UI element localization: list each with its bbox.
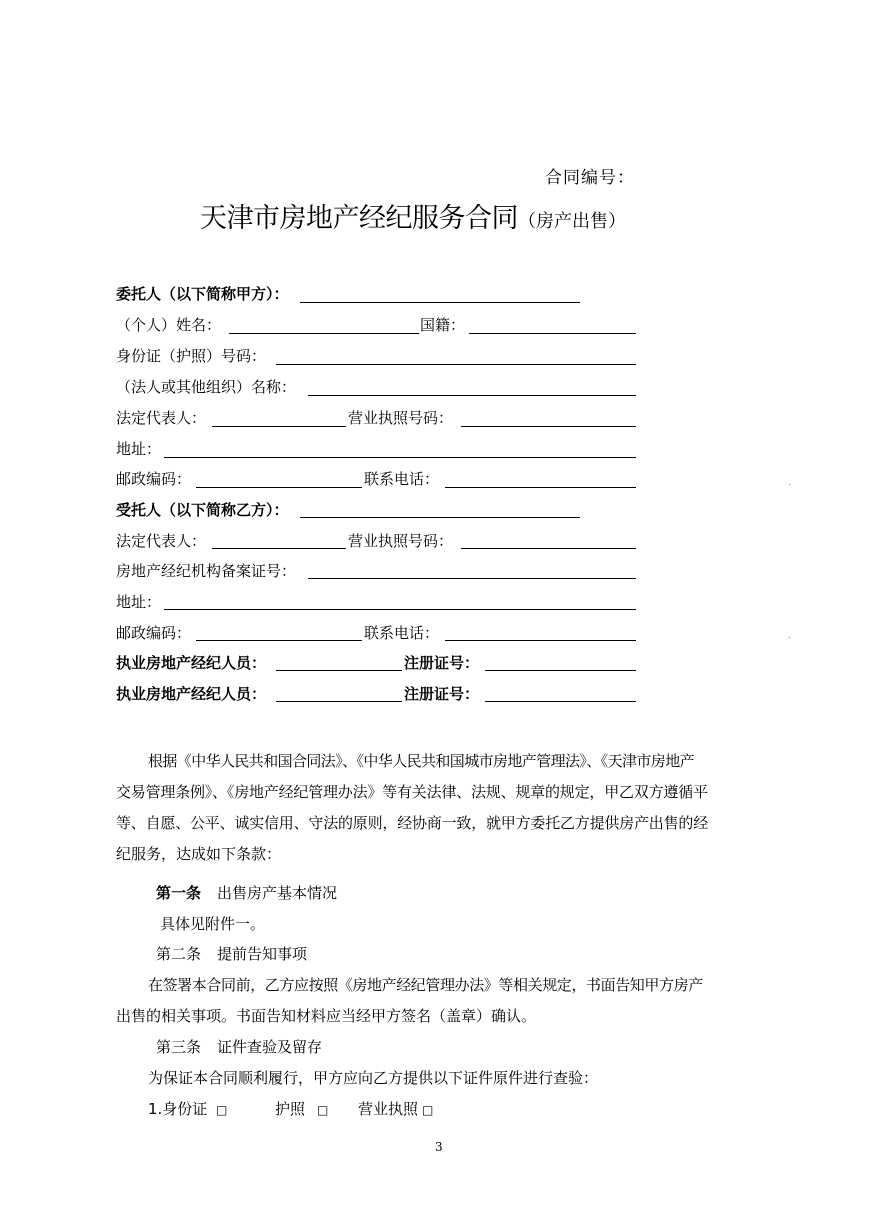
party-b-license-field[interactable] [461,548,636,549]
intro-line-4: 纪服务，达成如下条款： [116,845,282,863]
party-a-legal-rep-field[interactable] [212,426,346,427]
article-2-heading [156,939,307,970]
party-b-address-field[interactable] [164,609,636,610]
article-3-text: 为保证本合同顺利履行，甲方应向乙方提供以下证件原件进行查验： [148,1069,599,1087]
party-a-phone-field[interactable] [445,487,636,488]
agent-2-field[interactable] [276,701,402,702]
margin-mark [789,484,790,485]
party-b-name-field[interactable] [300,517,580,518]
intro-line-2: 交易管理条例》、《房地产经纪管理办法》等有关法律、法规、规章的规定，甲乙双方遵循平 [116,783,708,801]
party-b-phone-label: 联系电话： [364,624,440,642]
party-a-heading: 委托人（以下简称甲方）： [116,285,289,303]
title-subtitle: （房产出售） [518,211,626,232]
party-a-name-field[interactable] [300,302,580,303]
license-label: 营业执照 [358,1100,419,1118]
article-1-title: 出售房产基本情况 [217,884,338,902]
article-2-line-1: 在签署本合同前，乙方应按照《房地产经纪管理办法》等相关规定，书面告知甲方房产 [148,976,703,994]
article-1-text: 具体见附件一。 [160,915,266,933]
party-b-license-label: 营业执照号码： [348,532,454,550]
party-b-address-label: 地址： [116,593,162,611]
party-a-license-field[interactable] [461,426,636,427]
party-a-address-field[interactable] [164,457,636,458]
agent-1-reg-label: 注册证号： [404,654,480,672]
party-b-postcode-label: 邮政编码： [116,624,192,642]
id-card-label: 1.身份证 [148,1100,208,1118]
party-b-legal-rep-field[interactable] [212,548,346,549]
agency-record-label: 房地产经纪机构备案证号： [116,562,297,580]
party-b-postcode-field[interactable] [196,640,362,641]
article-3-title: 证件查验及留存 [217,1038,323,1056]
id-number-label: 身份证（护照）号码： [116,347,267,365]
nationality-field[interactable] [469,333,636,334]
party-a-phone-label: 联系电话： [364,470,440,488]
id-card-checkbox[interactable]: □ [216,1103,228,1117]
document-title [200,196,626,235]
agent-1-label: 执业房地产经纪人员： [116,654,267,672]
party-b-phone-field[interactable] [445,640,636,641]
passport-label: 护照 [275,1100,306,1118]
party-b-heading: 受托人（以下简称乙方）： [116,501,289,519]
party-a-address-label: 地址： [116,440,162,458]
id-number-field[interactable] [276,364,636,365]
org-name-field[interactable] [308,395,636,396]
party-b-legal-rep-label: 法定代表人： [116,532,207,550]
party-a-legal-rep-label: 法定代表人： [116,409,207,427]
individual-name-label: （个人）姓名： [116,316,222,334]
article-2-number: 第二条 [156,945,202,963]
license-checkbox[interactable]: □ [422,1103,434,1117]
party-a-license-label: 营业执照号码： [348,409,454,427]
margin-mark [789,637,790,638]
individual-name-field[interactable] [229,333,419,334]
article-2-title: 提前告知事项 [217,945,308,963]
party-a-postcode-field[interactable] [196,487,362,488]
article-3-number: 第三条 [156,1038,202,1056]
intro-line-1: 根据《中华人民共和国合同法》、《中华人民共和国城市房地产管理法》、《天津市房地产 [148,752,695,770]
passport-checkbox[interactable]: □ [317,1103,329,1117]
article-1-number: 第一条 [156,884,202,902]
org-name-label: （法人或其他组织）名称： [116,378,297,396]
article-1-heading [156,878,337,909]
party-a-postcode-label: 邮政编码： [116,470,192,488]
article-3-heading [156,1032,322,1063]
agent-2-reg-field[interactable] [485,701,636,702]
agent-2-label: 执业房地产经纪人员： [116,685,267,703]
page-number: 3 [435,1140,443,1154]
contract-number-label: 合同编号： [545,168,635,188]
agent-1-reg-field[interactable] [485,670,636,671]
agent-2-reg-label: 注册证号： [404,685,480,703]
agent-1-field[interactable] [276,670,402,671]
title-main: 天津市房地产经纪服务合同 [200,203,518,234]
agency-record-field[interactable] [308,578,636,579]
intro-line-3: 等、自愿、公平、诚实信用、守法的原则，经协商一致，就甲方委托乙方提供房产出售的经 [116,814,709,832]
nationality-label: 国籍： [420,316,466,334]
article-2-line-2: 出售的相关事项。书面告知材料应当经甲方签名（盖章）确认。 [116,1007,537,1025]
